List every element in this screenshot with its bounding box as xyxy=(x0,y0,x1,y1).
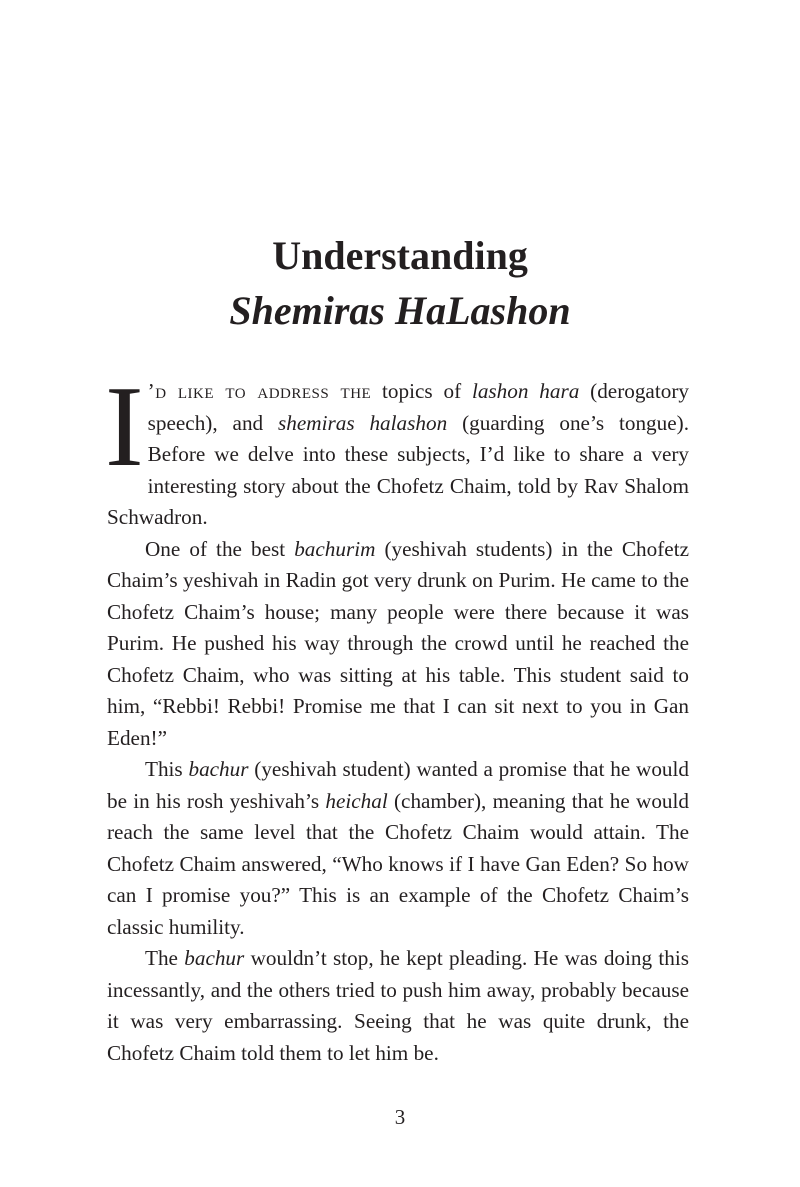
italic-term: bachur xyxy=(184,946,245,970)
text-span: topics of xyxy=(371,379,472,403)
text-span: (chamber), meaning that he would reach the same level that the Chofetz Chaim would attain. The Chofetz Chaim answered, “Who knows if I have Gan Eden? So how can I promise you?” This is an example of the Chofetz Chaim’s classic humility. xyxy=(107,788,689,939)
chapter-title xyxy=(0,228,800,338)
page-number: 3 xyxy=(394,1105,406,1129)
text-span: wouldn’t stop, he kept pleading. He was doing this incessantly, and the others tried to push him away, probably because it was very embarrassing. Seeing that he was quite drunk, the Chofetz Chaim told them to let him be. xyxy=(107,946,689,1065)
paragraph-4 xyxy=(107,943,689,1069)
text-span: (derogatory speech), and xyxy=(147,379,689,435)
italic-term: bachur xyxy=(188,757,249,781)
paragraph-3 xyxy=(107,754,689,943)
italic-term: heichal xyxy=(325,788,388,813)
text-span: The xyxy=(145,946,185,970)
text-span: One of the best xyxy=(145,536,295,561)
text-span: (yeshivah students) in the Chofetz Chaim’s yeshivah in Radin got very drunk on Purim. He came to the Chofetz Chaim’s house; many people were there because it was Purim. He pushed his way through the crowd until he reached the Chofetz Chaim, who was sitting at his table. This student said to him, “Rebbi! Rebbi! Promise me that I can sit next to you in Gan Eden!” xyxy=(107,536,689,750)
chapter-title-line-1: Understanding xyxy=(272,233,528,278)
text-span: (guarding one’s tongue). Before we delve into these subjects, I’d like to share a very interesting story about the Chofetz Chaim, told by Rav Shalom Schwadron. xyxy=(107,410,689,529)
paragraph-2 xyxy=(107,534,689,755)
body-text xyxy=(105,363,690,1069)
chapter-title-line-2: Shemiras HaLashon xyxy=(229,288,571,333)
lead-in-small-caps: ’d like to address the xyxy=(147,379,372,403)
italic-term: lashon hara xyxy=(471,379,580,403)
text-span: (yeshivah student) wanted a promise that he would be in his rosh yeshivah’s xyxy=(107,757,690,813)
text-span: This xyxy=(145,757,189,781)
italic-term: shemiras halashon xyxy=(278,410,448,435)
italic-term: bachurim xyxy=(294,536,376,561)
drop-cap: I xyxy=(105,363,144,491)
paragraph-1 xyxy=(105,363,689,534)
